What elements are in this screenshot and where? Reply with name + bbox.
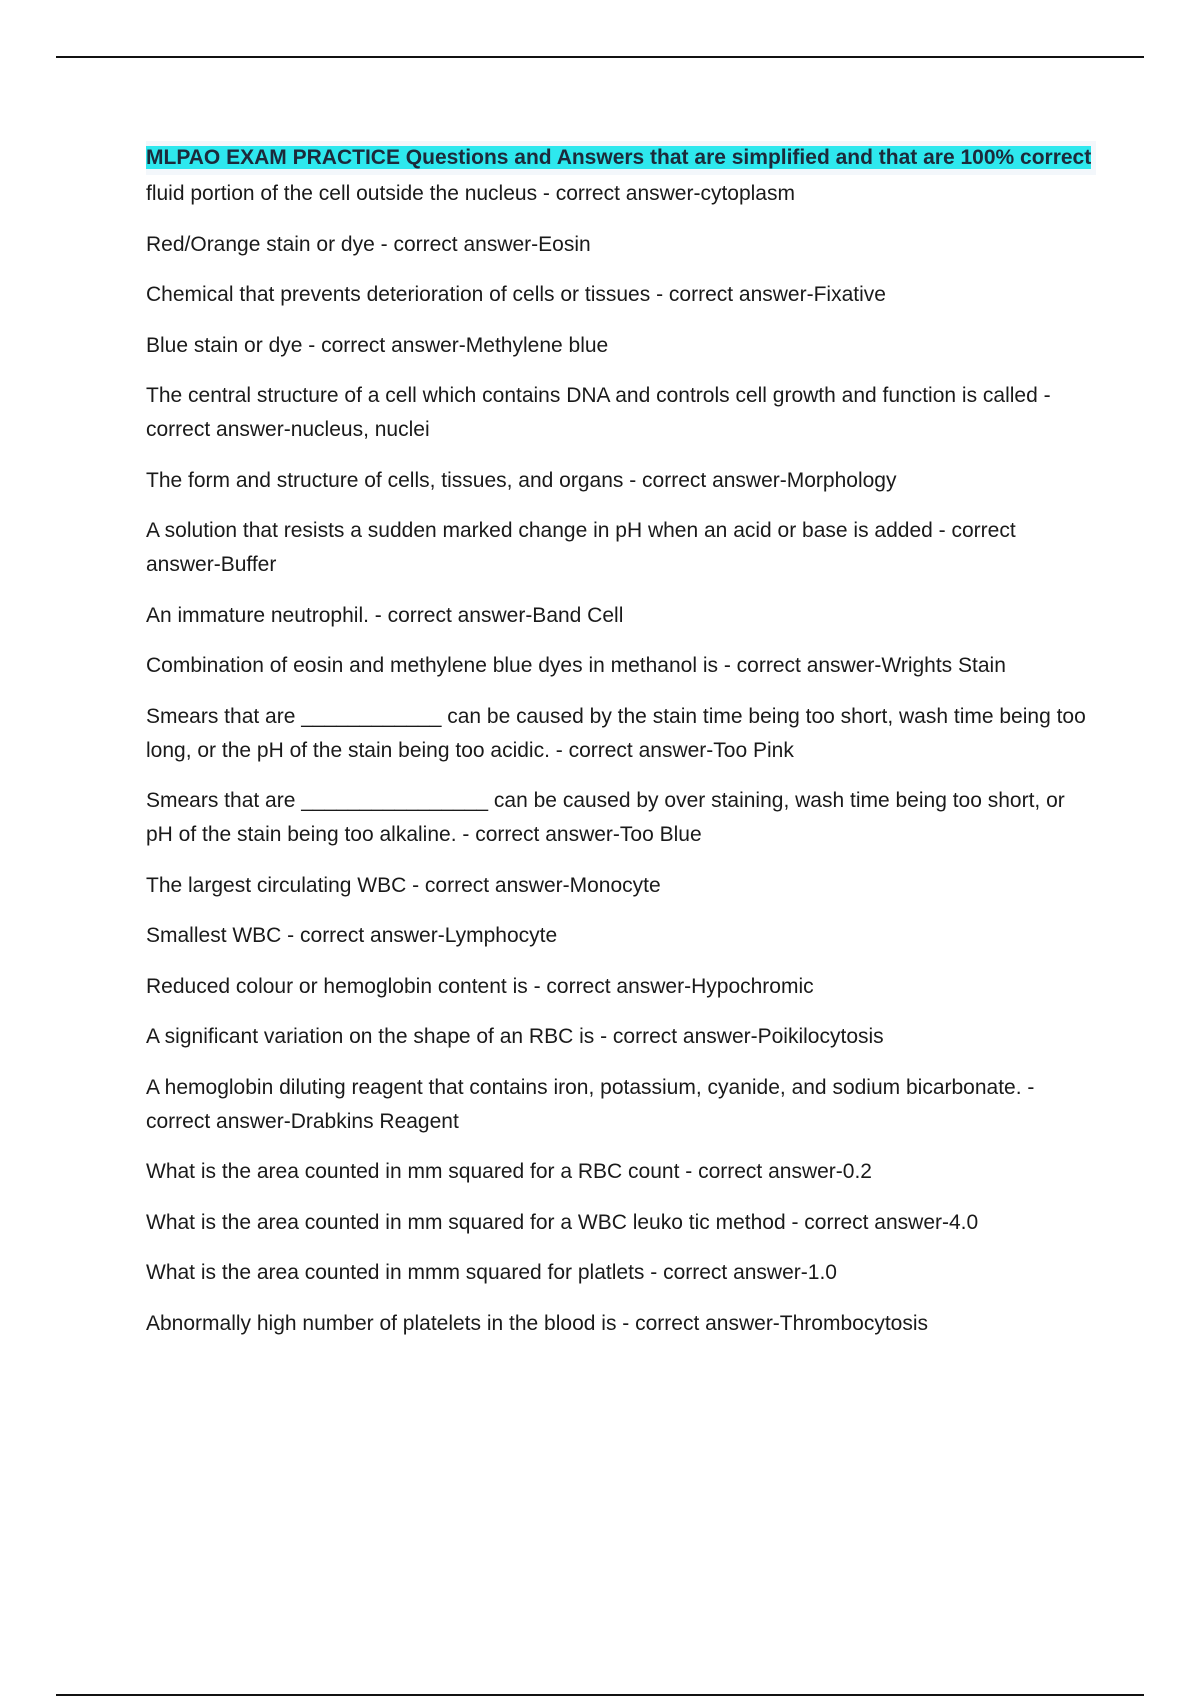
qa-item: Reduced colour or hemoglobin content is - correct answer-Hypochromic (146, 974, 814, 998)
document-title (146, 141, 1096, 175)
qa-item: Blue stain or dye - correct answer-Methylene blue (146, 333, 609, 357)
qa-item: fluid portion of the cell outside the nucleus - correct answer-cytoplasm (146, 182, 795, 205)
qa-item: The form and structure of cells, tissues, and organs - correct answer-Morphology (146, 468, 897, 492)
qa-item: Chemical that prevents deterioration of cells or tissues - correct answer-Fixative (146, 283, 886, 306)
qa-item: An immature neutrophil. - correct answer-Band Cell (146, 603, 624, 627)
qa-item: What is the area counted in mmm squared for platlets - correct answer-1.0 (146, 1261, 837, 1284)
qa-item: What is the area counted in mm squared for a RBC count - correct answer-0.2 (146, 1160, 872, 1183)
title-block (146, 141, 1096, 175)
qa-item: Combination of eosin and methylene blue dyes in methanol is - correct answer-Wrights Stain (146, 654, 1006, 677)
qa-list (146, 177, 1096, 1341)
qa-item: The largest circulating WBC - correct answer-Monocyte (146, 873, 661, 897)
document-body (146, 141, 1096, 1357)
qa-item: A hemoglobin diluting reagent that contains iron, potassium, cyanide, and sodium bicarbonate. - correct answer-Drabkins Reagent (146, 1075, 1035, 1133)
qa-item: Smallest WBC - correct answer-Lymphocyte (146, 924, 558, 947)
qa-item: Smears that are ________________ can be caused by over staining, wash time being too short, or pH of the stain being too alkaline. - correct answer-Too Blue (146, 789, 1065, 846)
qa-item: What is the area counted in mm squared for a WBC leuko tic method - correct answer-4.0 (146, 1210, 979, 1234)
bottom-rule (56, 1694, 1144, 1696)
document-title-text: MLPAO EXAM PRACTICE Questions and Answers that are simplified and that are 100% correct (146, 146, 1092, 169)
qa-item: The central structure of a cell which contains DNA and controls cell growth and function is called - correct answer-nucleus, nuclei (146, 384, 1051, 441)
qa-item: A solution that resists a sudden marked change in pH when an acid or base is added - correct answer-Buffer (146, 519, 1016, 576)
qa-item: Red/Orange stain or dye - correct answer-Eosin (146, 232, 591, 256)
qa-item: A significant variation on the shape of an RBC is - correct answer-Poikilocytosis (146, 1025, 884, 1048)
top-rule (56, 56, 1144, 58)
qa-item: Smears that are ____________ can be caused by the stain time being too short, wash time being too long, or the pH of the stain being too acidic. - correct answer-Too Pink (146, 704, 1086, 762)
qa-item: Abnormally high number of platelets in the blood is - correct answer-Thrombocytosis (146, 1311, 929, 1335)
